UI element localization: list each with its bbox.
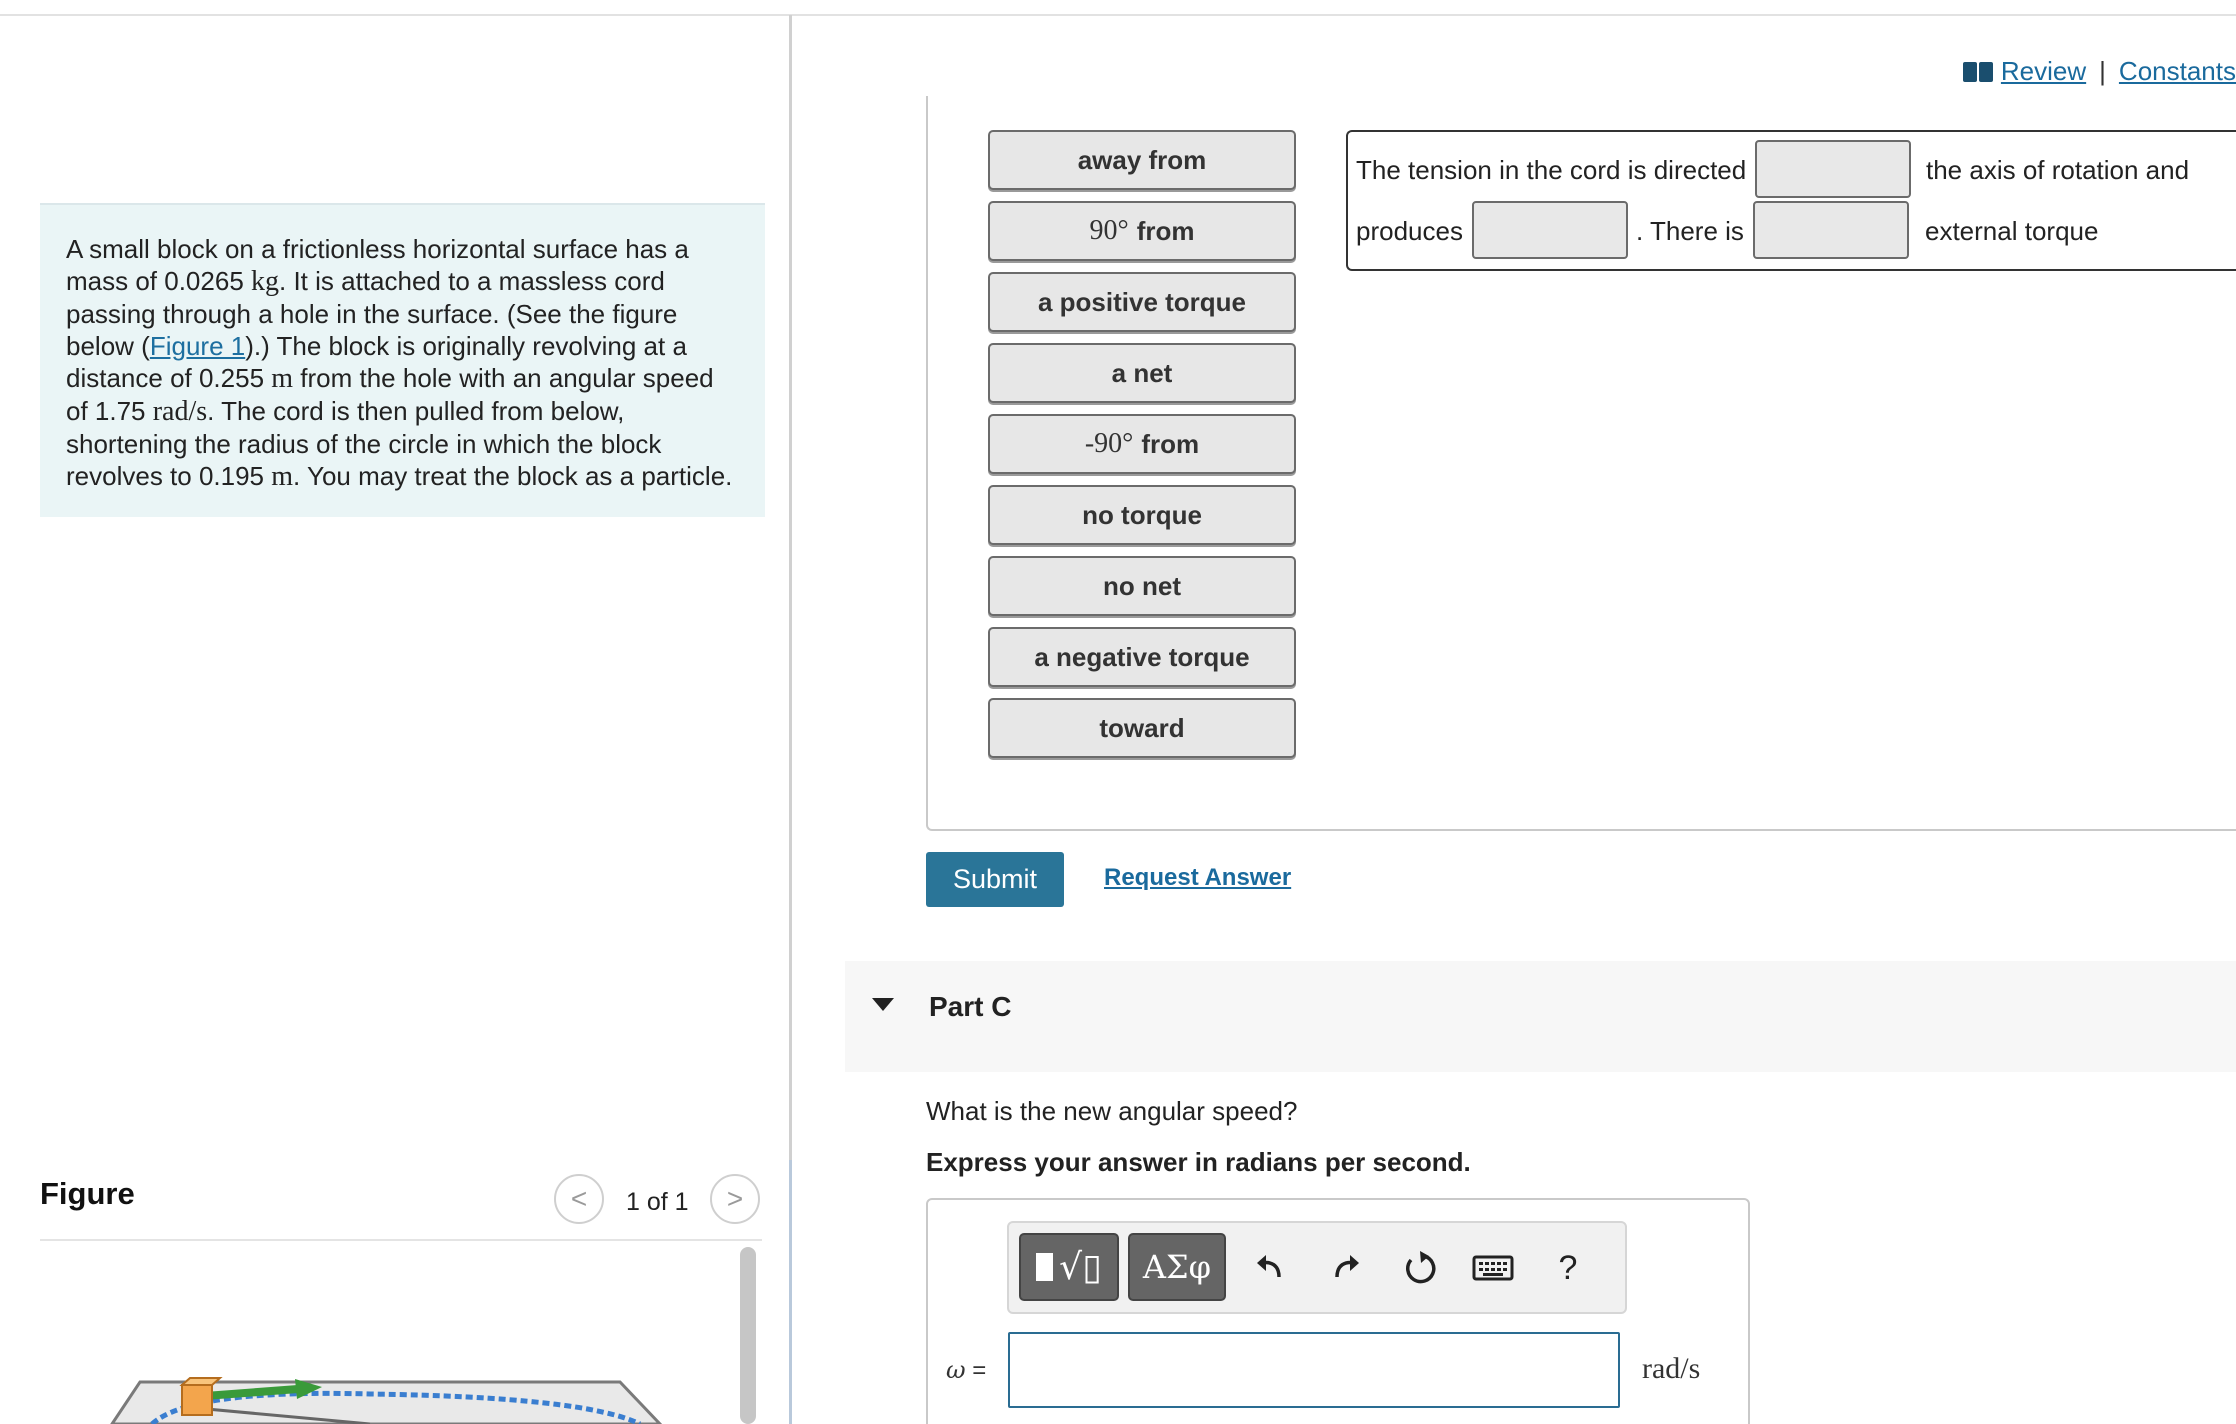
- figure-prev-button[interactable]: [554, 1174, 604, 1224]
- sqrt-template-icon: √▯: [1059, 1246, 1102, 1288]
- undo-icon[interactable]: [1250, 1248, 1290, 1288]
- keyboard-icon[interactable]: [1472, 1248, 1514, 1288]
- figure-next-button[interactable]: [710, 1174, 760, 1224]
- tile-label: a negative torque: [1034, 641, 1250, 672]
- top-divider: [0, 14, 2236, 16]
- figure-scrollbar[interactable]: [740, 1247, 756, 1424]
- tile-label: from: [1136, 215, 1195, 246]
- sentence-text: The tension in the cord is directed: [1356, 155, 1747, 185]
- block-top: [182, 1378, 220, 1385]
- book-icon: [1963, 62, 1993, 82]
- tile-label: a net: [1111, 357, 1173, 388]
- drop-target-1[interactable]: [1755, 140, 1911, 198]
- figure-divider: [40, 1239, 762, 1241]
- submit-button[interactable]: Submit: [926, 852, 1064, 907]
- help-icon[interactable]: ?: [1558, 1249, 1578, 1287]
- figure-counter: 1 of 1: [626, 1188, 689, 1216]
- unit-label: rad/s: [1642, 1352, 1701, 1385]
- symbols-button[interactable]: ΑΣφ: [1128, 1233, 1226, 1301]
- equals-sign: =: [965, 1357, 987, 1384]
- tile-degree: -90°: [1084, 428, 1134, 459]
- link-separator: |: [2099, 56, 2106, 86]
- tile-label: a positive torque: [1037, 286, 1247, 317]
- tile-label: from: [1141, 428, 1200, 459]
- constants-link[interactable]: Constants: [2118, 56, 2236, 86]
- header-links: [1963, 56, 2236, 87]
- unit-m: m: [271, 363, 294, 394]
- problem-text: ).) The block is originally revolving at a distance of 0.255: [66, 331, 687, 393]
- question-text: What is the new angular speed?: [926, 1096, 1298, 1126]
- tile-label: away from: [1077, 144, 1207, 175]
- templates-button[interactable]: [1019, 1233, 1119, 1301]
- template-box-icon: [1036, 1253, 1053, 1281]
- tile-away-from[interactable]: [988, 130, 1296, 190]
- sentence-text: produces: [1356, 216, 1463, 246]
- request-answer-link[interactable]: Request Answer: [1104, 864, 1292, 891]
- tile-negative-torque[interactable]: [988, 627, 1296, 687]
- tile-label: toward: [1099, 712, 1185, 743]
- sentence-text: external torque: [1925, 216, 2099, 246]
- tile-neg-90-deg-from[interactable]: [988, 414, 1296, 474]
- review-link[interactable]: Review: [2000, 56, 2087, 86]
- chevron-right-icon: >: [726, 1183, 744, 1214]
- tile-positive-torque[interactable]: [988, 272, 1296, 332]
- problem-text: . It is attached to a massless cord passing through a hole in the surface. (See the figure below (: [66, 266, 678, 361]
- caret-down-icon[interactable]: [872, 998, 894, 1011]
- drop-target-3[interactable]: [1753, 201, 1909, 259]
- problem-text: A small block on a frictionless horizontal surface has a mass of 0.0265: [66, 234, 689, 296]
- tile-a-net[interactable]: [988, 343, 1296, 403]
- reset-icon[interactable]: [1400, 1248, 1440, 1288]
- problem-text: . The cord is then pulled from below, shortening the radius of the circle in which the block revolves to 0.195: [66, 396, 662, 491]
- tile-label: no net: [1103, 570, 1181, 601]
- redo-icon[interactable]: [1326, 1248, 1366, 1288]
- omega-symbol: ω: [946, 1356, 966, 1384]
- answer-input[interactable]: [1008, 1332, 1620, 1408]
- problem-text: . You may treat the block as a particle.: [293, 461, 733, 491]
- tile-90-deg-from[interactable]: [988, 201, 1296, 261]
- figure-title: Figure: [40, 1176, 135, 1211]
- drop-target-2[interactable]: [1472, 201, 1628, 259]
- tile-degree: 90°: [1089, 215, 1129, 246]
- tile-toward[interactable]: [988, 698, 1296, 758]
- problem-text: from the hole with an angular speed of 1.75: [66, 363, 714, 426]
- sentence-text: the axis of rotation and: [1926, 155, 2190, 185]
- panel-divider-handle[interactable]: [789, 1160, 792, 1424]
- part-c-header[interactable]: [845, 961, 2236, 1072]
- block-icon: [182, 1385, 212, 1415]
- sentence-text: . There is: [1636, 216, 1744, 246]
- tile-no-torque[interactable]: [988, 485, 1296, 545]
- part-c-title: Part C: [929, 991, 1012, 1022]
- figure-link[interactable]: Figure 1: [149, 331, 246, 361]
- problem-statement: [40, 203, 765, 517]
- unit-rad-per-s: rad/s: [152, 396, 208, 427]
- unit-m: m: [271, 461, 294, 492]
- chevron-left-icon: <: [570, 1183, 588, 1214]
- unit-kg: kg: [251, 266, 279, 297]
- tile-no-net[interactable]: [988, 556, 1296, 616]
- omega-label: [946, 1356, 986, 1385]
- tile-label: no torque: [1082, 499, 1202, 530]
- figure-image: [40, 1341, 720, 1424]
- instruction-text: Express your answer in radians per second.: [926, 1147, 1471, 1177]
